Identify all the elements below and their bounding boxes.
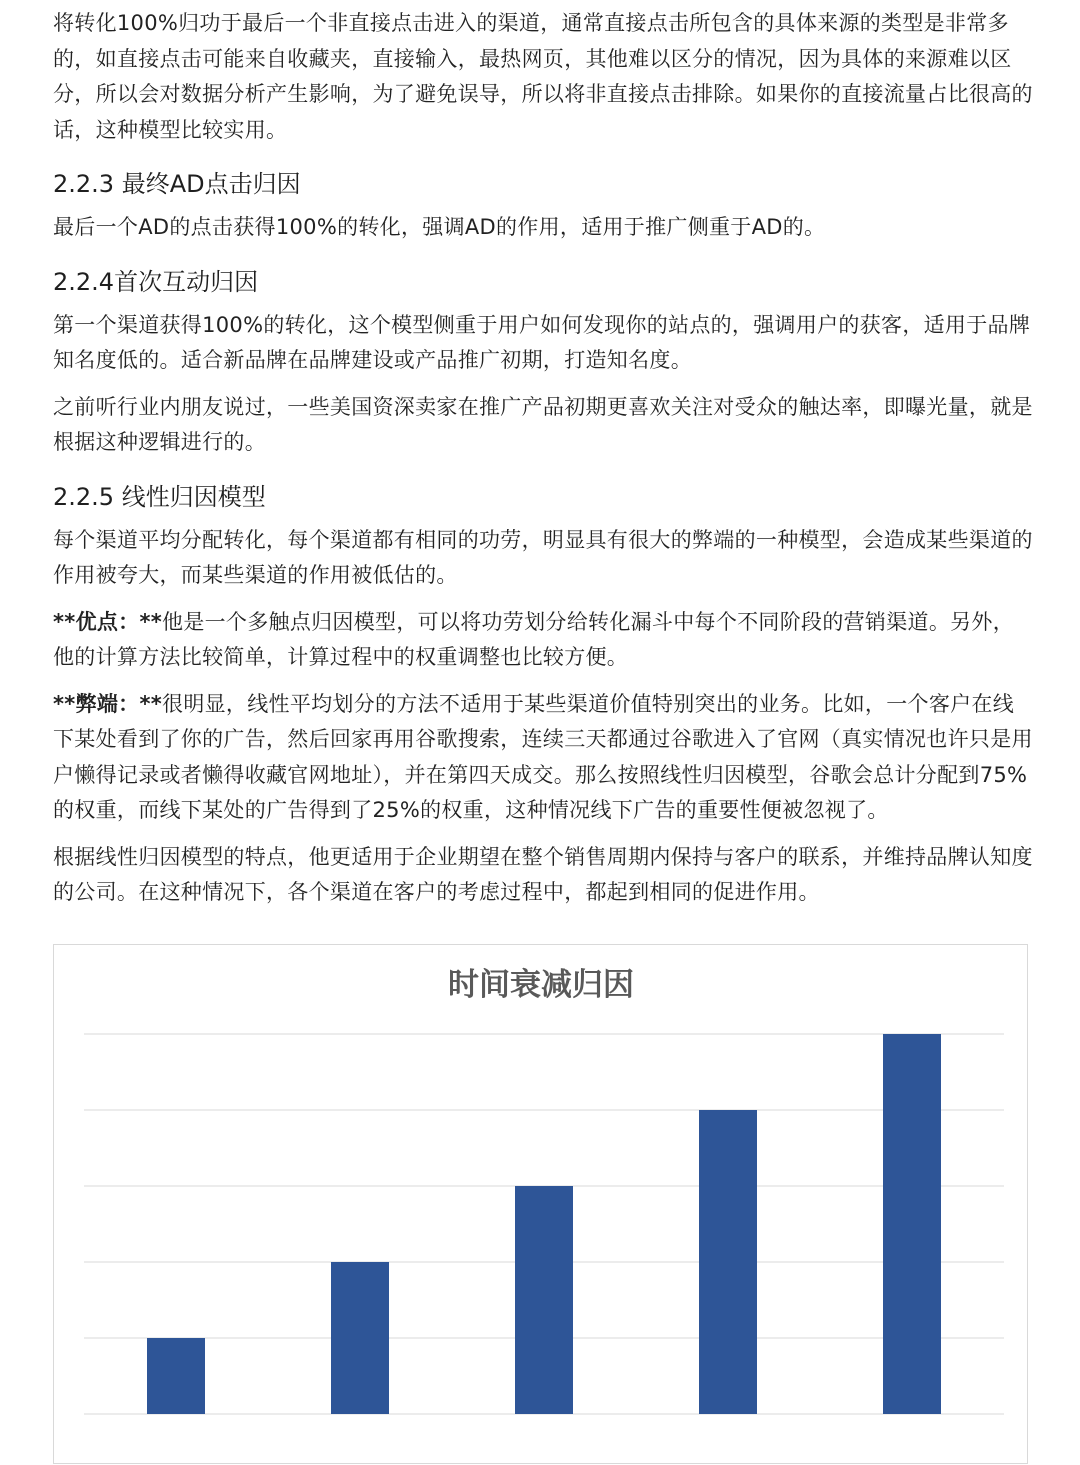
chart-title: 时间衰减归因 — [448, 967, 634, 1003]
chart-bar — [699, 1110, 757, 1414]
section-2-2-4-body-2: 之前听行业内朋友说过，一些美国资深卖家在推广产品初期更喜欢关注对受众的触达率，即曝光量，就是根据这种逻辑进行的。 — [53, 394, 1033, 454]
section-2-2-4-body-1: 第一个渠道获得100%的转化，这个模型侧重于用户如何发现你的站点的，强调用户的获客，适用于品牌知名度低的。适合新品牌在品牌建设或产品推广初期，打造知名度。 — [53, 312, 1031, 372]
section-2-2-5-body-1: 每个渠道平均分配转化，每个渠道都有相同的功劳，明显具有很大的弊端的一种模型，会造成某些渠道的作用被夸大，而某些渠道的作用被低估的。 — [53, 527, 1033, 587]
section-2-2-4-heading: 2.2.4首次互动归因 — [53, 267, 259, 296]
pros-paragraph — [53, 605, 1033, 676]
cons-paragraph — [53, 687, 1033, 829]
chart-bar — [883, 1034, 941, 1414]
chart-bars — [147, 1034, 941, 1414]
section-2-2-3-heading: 2.2.3 最终AD点击归因 — [53, 170, 301, 198]
pros-label: **优点：** — [53, 609, 163, 634]
chart-svg — [54, 945, 1029, 1465]
time-decay-chart — [53, 944, 1028, 1464]
chart-bar — [515, 1186, 573, 1414]
article-content — [53, 6, 1033, 922]
summary-paragraph: 根据线性归因模型的特点，他更适用于企业期望在整个销售周期内保持与客户的联系，并维持品牌认知度的公司。在这种情况下，各个渠道在客户的考虑过程中，都起到相同的促进作用。 — [53, 844, 1033, 904]
section-2-2-3-body: 最后一个AD的点击获得100%的转化，强调AD的作用，适用于推广侧重于AD的。 — [53, 215, 826, 239]
pros-text: 他是一个多触点归因模型，可以将功劳划分给转化漏斗中每个不同阶段的营销渠道。另外，他的计算方法比较简单，计算过程中的权重调整也比较方便。 — [53, 609, 1015, 669]
cons-label: **弊端：** — [53, 691, 163, 716]
chart-bar — [331, 1262, 389, 1414]
section-2-2-5-heading: 2.2.5 线性归因模型 — [53, 482, 266, 511]
chart-bar — [147, 1338, 205, 1414]
intro-paragraph: 将转化100%归功于最后一个非直接点击进入的渠道，通常直接点击所包含的具体来源的类型是非常多的，如直接点击可能来自收藏夹，直接输入，最热网页，其他难以区分的情况，因为具体的来源难以区分，所以会对数据分析产生影响，为了避免误导，所以将非直接点击排除。如果你的直接流量占比很高的话，这种模型比较实用。 — [53, 11, 1033, 142]
cons-text: 很明显，线性平均划分的方法不适用于某些渠道价值特别突出的业务。比如，一个客户在线下某处看到了你的广告，然后回家再用谷歌搜索，连续三天都通过谷歌进入了官网（真实情况也许只是用户懒得记录或者懒得收藏官网地址），并在第四天成交。那么按照线性归因模型，谷歌会总计分配到75%的权重，而线下某处的广告得到了25%的权重，这种情况线下广告的重要性便被忽视了。 — [53, 691, 1033, 822]
